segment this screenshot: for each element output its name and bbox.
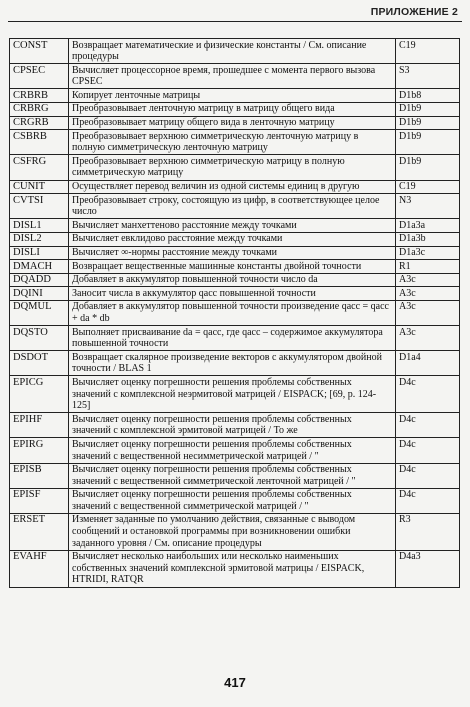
function-name: ERSET — [10, 513, 69, 550]
function-description: Вычисляет оценку погрешности решения проблемы собственных значений с вещественной симметрической ленточной матрицей / " — [69, 463, 396, 488]
category-code: D1b8 — [396, 89, 460, 103]
function-description: Преобразовывает строку, состоящую из цифр, в соответствующее целое число — [69, 194, 396, 219]
function-name: DSDOT — [10, 351, 69, 376]
function-description: Добавляет в аккумулятор повышенной точности число da — [69, 273, 396, 287]
category-code: D4c — [396, 438, 460, 463]
table-row — [10, 89, 460, 103]
category-code: A3c — [396, 273, 460, 287]
table-row — [10, 39, 460, 64]
table-row — [10, 351, 460, 376]
function-description: Вычисляет оценку погрешности решения проблемы собственных значений с комплексной эрмитовой матрицей / То же — [69, 413, 396, 438]
function-description: Преобразовывает матрицу общего вида в ленточную матрицу — [69, 116, 396, 130]
category-code: D1a4 — [396, 351, 460, 376]
function-name: CSFRG — [10, 155, 69, 180]
table-row — [10, 260, 460, 274]
table-row — [10, 463, 460, 488]
function-name: CSBRB — [10, 130, 69, 155]
table-row — [10, 155, 460, 180]
function-description: Вычисляет евклидово расстояние между точками — [69, 232, 396, 246]
table-row — [10, 219, 460, 233]
function-description: Возвращает вещественные машинные константы двойной точности — [69, 260, 396, 274]
header-rule — [8, 21, 462, 22]
function-name: EPISB — [10, 463, 69, 488]
category-code: N3 — [396, 194, 460, 219]
function-name: DQSTO — [10, 326, 69, 351]
function-name: DISL1 — [10, 219, 69, 233]
function-description: Преобразовывает верхнюю симметрическую матрицу в полную симметрическую матрицу — [69, 155, 396, 180]
function-name: CRGRB — [10, 116, 69, 130]
function-name: DQADD — [10, 273, 69, 287]
category-code: D1a3a — [396, 219, 460, 233]
category-code: D4c — [396, 413, 460, 438]
table-row — [10, 438, 460, 463]
function-description: Преобразовывает ленточную матрицу в матрицу общего вида — [69, 102, 396, 116]
function-name: DISLI — [10, 246, 69, 260]
function-description: Выполняет присваивание da = qacc, где qacc – содержимое аккумулятора повышенной точности — [69, 326, 396, 351]
table-row — [10, 550, 460, 587]
function-name: EPISF — [10, 488, 69, 513]
category-code: D1b9 — [396, 130, 460, 155]
function-name: EPICG — [10, 376, 69, 413]
function-name: CONST — [10, 39, 69, 64]
table-row — [10, 194, 460, 219]
function-description: Вычисляет оценку погрешности решения проблемы собственных значений с вещественной симметрической матрицей / " — [69, 488, 396, 513]
table-row — [10, 376, 460, 413]
category-code: R3 — [396, 513, 460, 550]
category-code: D4c — [396, 463, 460, 488]
function-description: Возвращает математические и физические константы / См. описание процедуры — [69, 39, 396, 64]
table-row — [10, 246, 460, 260]
function-name: CRBRB — [10, 89, 69, 103]
table-row — [10, 488, 460, 513]
function-name: EPIHF — [10, 413, 69, 438]
function-name: DISL2 — [10, 232, 69, 246]
category-code: A3c — [396, 326, 460, 351]
function-name: DMACH — [10, 260, 69, 274]
category-code: C19 — [396, 39, 460, 64]
category-code: D1b9 — [396, 116, 460, 130]
category-code: S3 — [396, 64, 460, 89]
function-description: Заносит числа в аккумулятор qacc повышенной точности — [69, 287, 396, 301]
function-description: Преобразовывает верхнюю симметрическую ленточную матрицу в полную симметрическую ленточную матрицу — [69, 130, 396, 155]
function-name: EVAHF — [10, 550, 69, 587]
table-row — [10, 180, 460, 194]
function-description: Вычисляет оценку погрешности решения проблемы собственных значений с комплексной неэрмитовой матрицей / EISPACK; [69, р. 124-125] — [69, 376, 396, 413]
running-header: ПРИЛОЖЕНИЕ 2 — [370, 6, 458, 18]
category-code: R1 — [396, 260, 460, 274]
table-row — [10, 273, 460, 287]
category-code: D4c — [396, 488, 460, 513]
function-description: Возвращает скалярное произведение векторов с аккумулятором двойной точности / BLAS 1 — [69, 351, 396, 376]
category-code: D1b9 — [396, 102, 460, 116]
category-code: C19 — [396, 180, 460, 194]
function-description: Вычисляет процессорное время, прошедшее с момента первого вызова CPSEC — [69, 64, 396, 89]
table-row — [10, 130, 460, 155]
function-name: DQMUL — [10, 300, 69, 325]
category-code: D4c — [396, 376, 460, 413]
table-row — [10, 64, 460, 89]
table-row — [10, 300, 460, 325]
function-name: CPSEC — [10, 64, 69, 89]
function-description: Осуществляет перевод величин из одной системы единиц в другую — [69, 180, 396, 194]
function-name: EPIRG — [10, 438, 69, 463]
function-description: Копирует ленточные матрицы — [69, 89, 396, 103]
function-description: Вычисляет оценку погрешности решения проблемы собственных значений с вещественной несимметрической матрицей / " — [69, 438, 396, 463]
function-name: CVTSI — [10, 194, 69, 219]
function-description: Вычисляет ∞-нормы расстояние между точками — [69, 246, 396, 260]
function-description: Вычисляет манхеттеново расстояние между точками — [69, 219, 396, 233]
table-row — [10, 287, 460, 301]
table-row — [10, 413, 460, 438]
category-code: A3c — [396, 300, 460, 325]
category-code: D1a3b — [396, 232, 460, 246]
function-description: Вычисляет несколько наибольших или несколько наименьших собственных значений комплексной эрмитовой матрицы / EISPACK, HTRIDI, RATQR — [69, 550, 396, 587]
category-code: D4a3 — [396, 550, 460, 587]
function-description: Добавляет в аккумулятор повышенной точности произведение qacc = qacc + da * db — [69, 300, 396, 325]
page-number: 417 — [224, 675, 246, 690]
function-name: CUNIT — [10, 180, 69, 194]
category-code: D1b9 — [396, 155, 460, 180]
table-row — [10, 232, 460, 246]
table-row — [10, 116, 460, 130]
function-name: CRBRG — [10, 102, 69, 116]
table-row — [10, 102, 460, 116]
category-code: A3c — [396, 287, 460, 301]
function-table — [9, 38, 460, 588]
table-row — [10, 326, 460, 351]
function-table-body — [10, 39, 460, 588]
category-code: D1a3c — [396, 246, 460, 260]
function-name: DQINI — [10, 287, 69, 301]
table-row — [10, 513, 460, 550]
function-description: Изменяет заданные по умолчанию действия, связанные с выводом сообщений и остановкой программы при возникновении ошибки заданного уровня / См. описание процедуры — [69, 513, 396, 550]
